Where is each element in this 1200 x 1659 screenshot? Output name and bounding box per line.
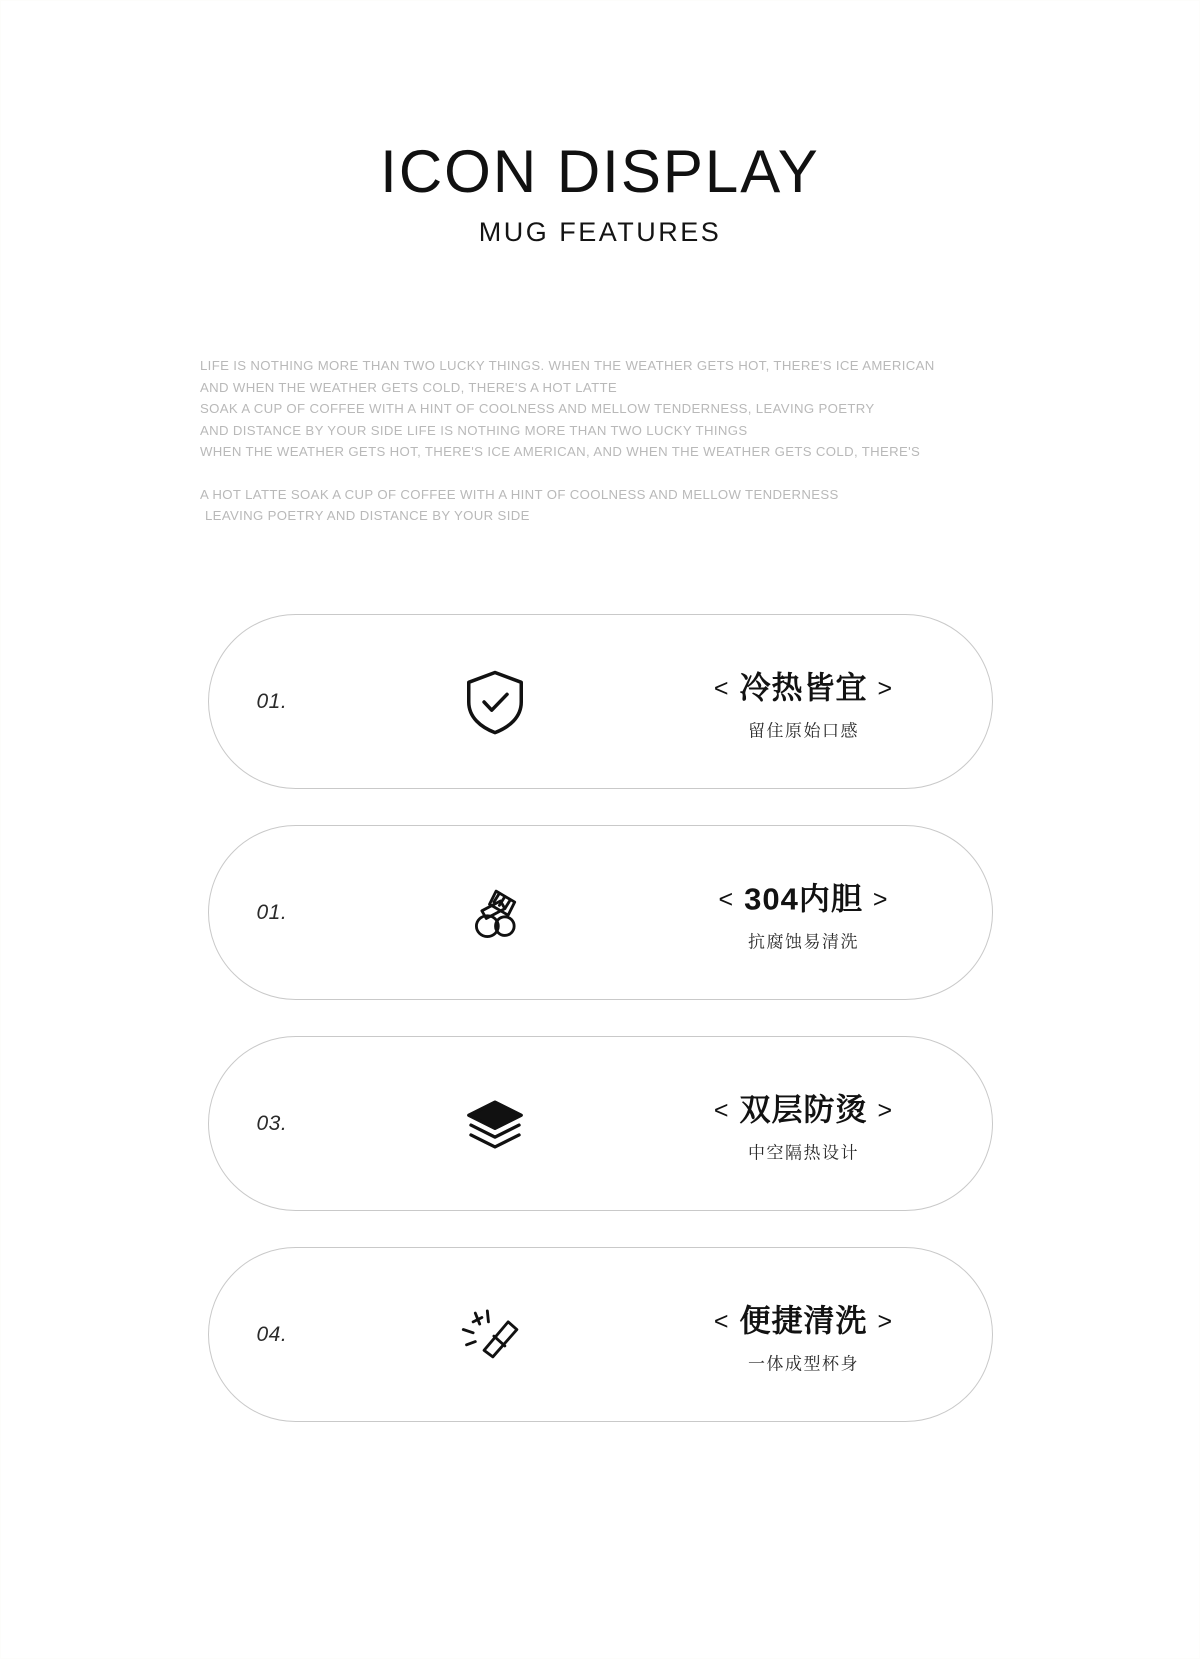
bracket-left: < [713, 1307, 730, 1335]
feature-card[interactable] [208, 825, 993, 1000]
card-title-row [639, 1084, 969, 1129]
description-line-7: LEAVING POETRY AND DISTANCE BY YOUR SIDE [205, 508, 530, 523]
card-index: 01. [256, 689, 288, 713]
bracket-right: > [877, 1307, 894, 1335]
card-text [639, 1295, 969, 1374]
bracket-left: < [718, 885, 735, 913]
bracket-left: < [713, 1096, 730, 1124]
page-title: ICON DISPLAY [380, 138, 820, 205]
bracket-right: > [877, 674, 894, 702]
description-line-3: SOAK A CUP OF COFFEE WITH A HINT OF COOLNESS AND MELLOW TENDERNESS, LEAVING POETRY [200, 401, 875, 416]
card-text [639, 1084, 969, 1163]
description-line-4: AND DISTANCE BY YOUR SIDE LIFE IS NOTHING MORE THAN TWO LUCKY THINGS [200, 422, 748, 438]
bracket-right: > [872, 885, 889, 913]
steel-material-icon [457, 875, 533, 951]
feature-card[interactable] [208, 1036, 993, 1211]
card-title: 便捷清洗 [739, 1303, 868, 1338]
description-line-1: LIFE IS NOTHING MORE THAN TWO LUCKY THINGS. WHEN THE WEATHER GETS HOT, THERE'S ICE AMERICAN [200, 358, 935, 373]
spray-clean-icon [457, 1297, 533, 1373]
card-text [639, 873, 969, 952]
card-title-row [639, 873, 969, 918]
description-line-5: WHEN THE WEATHER GETS HOT, THERE'S ICE AMERICAN, AND WHEN THE WEATHER GETS COLD, THERE'S [200, 444, 921, 459]
description-block-2 [200, 484, 960, 527]
feature-card-list [0, 614, 1200, 1458]
description-line-2: AND WHEN THE WEATHER GETS COLD, THERE'S A HOT LATTE [200, 379, 618, 395]
shield-check-icon [457, 664, 533, 740]
card-index: 03. [256, 1111, 288, 1135]
description-block-1 [200, 355, 960, 463]
card-subtitle: 中空隔热设计 [748, 1143, 859, 1162]
card-subtitle: 一体成型杯身 [748, 1354, 859, 1373]
card-title-row [639, 662, 969, 707]
layers-icon [457, 1086, 533, 1162]
description-line-6: A HOT LATTE SOAK A CUP OF COFFEE WITH A HINT OF COOLNESS AND MELLOW TENDERNESS [200, 486, 839, 502]
card-subtitle: 留住原始口感 [748, 721, 859, 740]
card-index: 01. [256, 900, 288, 924]
card-title: 冷热皆宜 [739, 670, 868, 705]
card-title: 双层防烫 [739, 1092, 868, 1127]
card-title-row [639, 1295, 969, 1340]
card-index: 04. [256, 1322, 288, 1346]
bracket-left: < [713, 674, 730, 702]
card-title: 304内胆 [744, 881, 863, 916]
description-paragraph [200, 355, 960, 527]
feature-card[interactable] [208, 614, 993, 789]
feature-card[interactable] [208, 1247, 993, 1422]
card-text [639, 662, 969, 741]
page-subtitle: MUG FEATURES [478, 217, 722, 247]
page-header [0, 0, 1200, 248]
bracket-right: > [877, 1096, 894, 1124]
card-subtitle: 抗腐蚀易清洗 [748, 932, 859, 951]
